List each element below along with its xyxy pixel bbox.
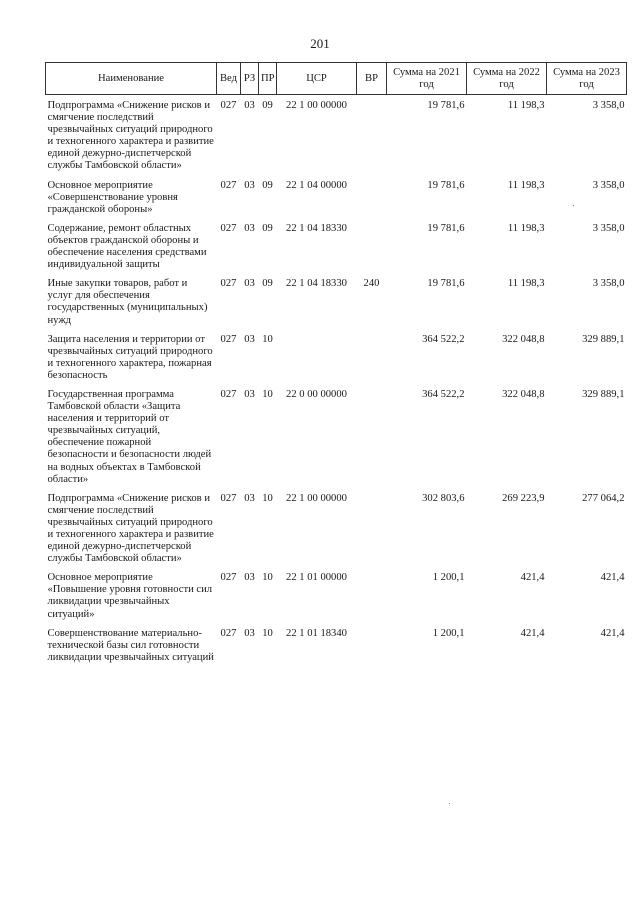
cell-sum-2022: 11 198,3: [507, 278, 545, 290]
table-row: [46, 95, 627, 178]
cell-sum-2022: 421,4: [520, 627, 545, 639]
cell-name: Государственная программа Тамбовской области «Защита населения и территорий от чрезвычайных ситуаций, обеспечение пожарной безопасности и безопасности людей на водных объектах в Тамбовской области»: [47, 388, 212, 485]
cell-csr: 22 1 01 00000: [286, 572, 347, 584]
table-row: [46, 178, 627, 221]
cell-vr: [357, 570, 387, 625]
cell-sum-2022: 269 223,9: [502, 492, 545, 504]
cell-sum-2022: 421,4: [520, 572, 545, 584]
cell-name: Защита населения и территории от чрезвычайных ситуаций природного и техногенного характера, пожарная безопасность: [47, 333, 213, 381]
cell-sum-2021: 364 522,2: [422, 388, 465, 400]
cell-vr: [357, 626, 387, 669]
cell-sum-2023: 277 064,2: [582, 492, 625, 504]
table-row: [46, 332, 627, 387]
cell-sum-2022: 11 198,3: [507, 100, 545, 111]
cell-sum-2023: 421,4: [600, 572, 625, 584]
cell-csr: 22 0 00 00000: [286, 388, 347, 400]
col-header-rz: РЗ: [241, 63, 259, 95]
col-header-sum-2023: Сумма на 2023 год: [547, 63, 627, 95]
cell-rz: 03: [244, 179, 255, 191]
cell-sum-2021: 302 803,6: [422, 492, 465, 504]
page-number: 201: [310, 36, 330, 51]
cell-sum-2022: 322 048,8: [502, 388, 545, 400]
cell-ved: 027: [220, 278, 237, 290]
cell-pr: 09: [262, 100, 273, 111]
cell-sum-2022: 322 048,8: [502, 333, 545, 345]
cell-pr: 10: [262, 492, 273, 504]
table-row: [46, 491, 627, 571]
cell-name: Основное мероприятие «Повышение уровня готовности сил ликвидации чрезвычайных ситуаций»: [47, 572, 213, 620]
cell-ved: 027: [220, 100, 237, 111]
cell-csr: 22 1 04 18330: [286, 278, 347, 290]
table-row: [46, 221, 627, 276]
cell-ved: 027: [220, 388, 237, 400]
cell-csr: [277, 332, 357, 387]
cell-sum-2023: 3 358,0: [592, 278, 625, 290]
col-header-ved: Вед: [217, 63, 241, 95]
cell-sum-2021: 1 200,1: [432, 572, 465, 584]
cell-csr: 22 1 01 18340: [286, 627, 347, 639]
table-row: [46, 387, 627, 491]
cell-csr: 22 1 04 00000: [286, 179, 347, 191]
cell-sum-2023: 3 358,0: [592, 179, 625, 191]
cell-vr: [357, 178, 387, 221]
cell-sum-2021: 19 781,6: [427, 278, 465, 290]
cell-pr: 09: [262, 179, 273, 191]
cell-vr: [357, 95, 387, 178]
cell-sum-2023: 3 358,0: [592, 222, 625, 234]
table-row: [46, 570, 627, 625]
table-body: [46, 95, 627, 669]
scan-speck: [573, 205, 574, 206]
cell-ved: 027: [220, 492, 237, 504]
cell-name: Совершенствование материально-технической базы сил готовности ликвидации чрезвычайных ситуаций: [47, 627, 214, 663]
scan-speck: [449, 803, 450, 804]
cell-sum-2021: 19 781,6: [427, 179, 465, 191]
cell-vr: [357, 491, 387, 571]
col-header-pr: ПР: [259, 63, 277, 95]
cell-sum-2021: 19 781,6: [427, 100, 465, 111]
cell-csr: 22 1 00 00000: [286, 100, 347, 111]
cell-rz: 03: [244, 333, 255, 345]
cell-rz: 03: [244, 572, 255, 584]
cell-rz: 03: [244, 627, 255, 639]
cell-pr: 10: [262, 333, 273, 345]
cell-sum-2023: 329 889,1: [582, 388, 625, 400]
cell-csr: 22 1 04 18330: [286, 222, 347, 234]
col-header-sum-2022: Сумма на 2022 год: [467, 63, 547, 95]
table-header-row: [46, 63, 627, 95]
cell-name: Иные закупки товаров, работ и услуг для обеспечения государственных (муниципальных) нужд: [47, 278, 208, 326]
cell-ved: 027: [220, 222, 237, 234]
table-row: [46, 626, 627, 669]
cell-ved: 027: [220, 627, 237, 639]
cell-sum-2022: 11 198,3: [507, 222, 545, 234]
cell-sum-2023: 329 889,1: [582, 333, 625, 345]
budget-table: [45, 62, 627, 669]
cell-ved: 027: [220, 572, 237, 584]
cell-vr: 240: [363, 278, 380, 290]
cell-sum-2021: 364 522,2: [422, 333, 465, 345]
cell-ved: 027: [220, 179, 237, 191]
cell-vr: [357, 332, 387, 387]
cell-vr: [357, 387, 387, 491]
cell-pr: 10: [262, 572, 273, 584]
cell-pr: 09: [262, 222, 273, 234]
cell-rz: 03: [244, 100, 255, 111]
cell-sum-2021: 1 200,1: [432, 627, 465, 639]
cell-sum-2022: 11 198,3: [507, 179, 545, 191]
col-header-name: Наименование: [46, 63, 217, 95]
cell-name: Подпрограмма «Снижение рисков и смягчение последствий чрезвычайных ситуаций природного и техногенного характера и развитие единой дежурно-диспетчерской службы Тамбовской области»: [47, 100, 214, 172]
cell-pr: 10: [262, 627, 273, 639]
col-header-sum-2021: Сумма на 2021 год: [387, 63, 467, 95]
cell-ved: 027: [220, 333, 237, 345]
col-header-csr: ЦСР: [277, 63, 357, 95]
cell-csr: 22 1 00 00000: [286, 492, 347, 504]
cell-name: Подпрограмма «Снижение рисков и смягчение последствий чрезвычайных ситуаций природного и техногенного характера и развитие единой дежурно-диспетчерской службы Тамбовской области»: [47, 492, 214, 565]
col-header-vr: ВР: [357, 63, 387, 95]
cell-vr: [357, 221, 387, 276]
cell-name: Содержание, ремонт областных объектов гражданской обороны и обеспечение населения средствами индивидуальной защиты: [47, 222, 207, 271]
cell-name: Основное мероприятие «Совершенствование уровня гражданской обороны»: [47, 179, 178, 215]
cell-rz: 03: [244, 388, 255, 400]
cell-rz: 03: [244, 222, 255, 234]
table-row: [46, 276, 627, 331]
cell-rz: 03: [244, 492, 255, 504]
cell-sum-2023: 421,4: [600, 627, 625, 639]
cell-sum-2023: 3 358,0: [592, 100, 625, 111]
cell-pr: 09: [262, 278, 273, 290]
cell-pr: 10: [262, 388, 273, 400]
cell-rz: 03: [244, 278, 255, 290]
cell-sum-2021: 19 781,6: [427, 222, 465, 234]
